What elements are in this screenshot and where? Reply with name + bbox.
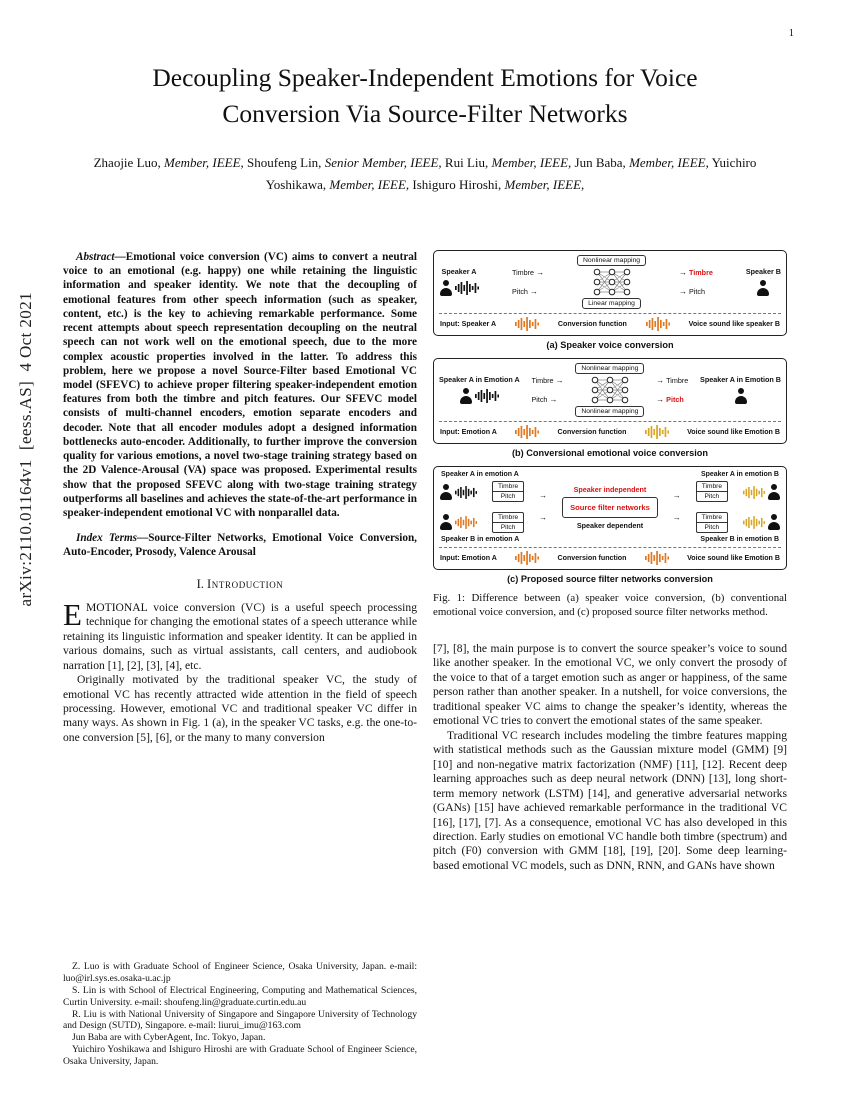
intro-paragraph-1	[63, 596, 417, 673]
pitch-label: Pitch	[689, 287, 706, 296]
neural-network-icon	[590, 376, 630, 404]
drop-cap: E	[63, 596, 82, 632]
person-icon	[768, 514, 781, 530]
waveform-icon	[455, 486, 477, 499]
panel-b-right-label: Speaker A in Emotion B	[700, 375, 781, 384]
author-name: Yuichiro Yoshikawa,	[265, 155, 757, 192]
footnote: Jun Baba are with CyberAgent, Inc. Tokyo, Japan.	[72, 1032, 266, 1044]
person-icon	[459, 388, 472, 404]
arrow-right-icon: →	[549, 394, 558, 404]
panel-a-right-label: Speaker B	[745, 267, 781, 276]
speaker-independent-label: Speaker independent	[573, 484, 647, 494]
nonlinear-mapping-box: Nonlinear mapping	[575, 363, 644, 374]
author-affiliation: Member, IEEE,	[164, 155, 244, 171]
section-number: I.	[196, 576, 204, 591]
arrow-right-icon: →	[656, 394, 665, 404]
footnote: S. Lin is with School of Electrical Engineering, Computing and Mathematical Sciences, Curtin University. e-mail: shoufeng.lin@graduate.curtin.edu.au	[63, 984, 417, 1008]
panel-a-left-label: Speaker A	[441, 267, 477, 276]
panel-c-top-right-label: Speaker A in emotion B	[700, 471, 779, 478]
index-terms-label: Index Terms	[76, 532, 137, 545]
timbre-label: Timbre	[511, 268, 535, 277]
arrow-right-icon: →	[539, 513, 548, 522]
person-icon	[439, 514, 452, 530]
panel-c-bottom-right-label: Speaker B in emotion B	[700, 536, 779, 543]
pitch-label: Pitch	[704, 493, 720, 500]
timbre-pitch-box	[696, 481, 728, 502]
right-paragraph-2: Traditional VC research includes modeling the timbre features mapping with statistical methods such as the Gaussian mixture model (GMM) [9] [10] and non-negative matrix factorization (NMF) [11], [12]. Recent deep learning approaches such as deep neural network (DNN) [13], long short-term memory network (LSTM) [14], and generative adversarial networks (GANs) [15] have achieved remarkable performance in the traditional VC [16], [17], [7]. As a consequence, emotional VC has also developed in this direction. Early studies on emotional VC handle both timbre (spectrum) and pitch (F0) conversion with GMM [18], [19], [20]. Some deep learning-based emotional VC models, such as DNN, RNN, and GANs have shown	[433, 728, 787, 872]
page-title	[0, 60, 850, 132]
linear-mapping-box: Linear mapping	[582, 298, 641, 309]
figure1-caption: Fig. 1: Difference between (a) speaker voice conversion, (b) conventional emotional voice conversion, and (c) proposed source filter networks method.	[433, 592, 787, 618]
author-name: Zhaojie Luo,	[93, 155, 165, 171]
waveform-icon	[475, 389, 499, 403]
pitch-label: Pitch	[531, 395, 548, 404]
timbre-label: Timbre	[493, 513, 523, 523]
panel-b-input-label: Input: Emotion A	[440, 428, 497, 436]
left-column	[63, 250, 417, 1068]
arrow-right-icon: →	[539, 491, 548, 500]
waveform-icon	[645, 425, 669, 439]
arrow-right-icon: →	[529, 286, 538, 296]
author-affiliation: Member, IEEE,	[504, 176, 585, 192]
author-affiliation: Member, IEEE,	[629, 155, 709, 171]
author-name: Shoufeng Lin,	[243, 155, 325, 171]
panel-b-output-label: Voice sound like Emotion B	[687, 428, 780, 436]
title-line-2: Conversion Via Source-Filter Networks	[222, 99, 628, 129]
timbre-pitch-box	[492, 512, 524, 533]
arrow-right-icon: →	[679, 267, 688, 277]
waveform-icon	[455, 516, 477, 529]
arrow-right-icon: →	[536, 267, 545, 277]
arrow-right-icon: →	[555, 375, 564, 385]
right-paragraph-1: [7], [8], the main purpose is to convert the source speaker’s voice to sound like another speaker. In the emotional VC, we only convert the prosody of the voice to that of a target emotion such as anger or happiness, of the same person rather than another speaker. In a nutshell, for voice conversions, the traditional speaker VC aims to change the speaker’s identity, whereas the emotional VC tries to convert the emotional states of the same speaker.	[433, 641, 787, 728]
nonlinear-mapping-box: Nonlinear mapping	[577, 255, 646, 266]
panel-c-conversion-label: Conversion function	[557, 554, 627, 562]
waveform-icon	[646, 317, 670, 331]
author-name: Jun Baba,	[571, 155, 630, 171]
arrow-right-icon: →	[672, 513, 681, 522]
figure1-panel-b	[433, 358, 787, 444]
intro-paragraph-2: Originally motivated by the traditional speaker VC, the study of emotional VC has recently attracted wide attention in the field of speech processing. However, emotional VC and traditional speaker VC differ in many ways. As shown in Fig. 1 (a), in the speaker VC tasks, e.g. the one-to-one conversion [5], [6], or the many to many conversion	[63, 673, 417, 744]
arrow-right-icon: →	[679, 286, 688, 296]
header	[0, 0, 850, 195]
right-column	[433, 250, 787, 1068]
panel-a-caption: (a) Speaker voice conversion	[546, 340, 674, 350]
person-icon	[734, 388, 747, 404]
waveform-icon	[743, 516, 765, 529]
person-icon	[757, 280, 770, 296]
source-filter-networks-box: Source filter networks	[562, 497, 658, 518]
panel-b-left-label: Speaker A in Emotion A	[439, 375, 520, 384]
panel-c-top-left-label: Speaker A in emotion A	[441, 471, 519, 478]
neural-network-icon	[592, 268, 632, 296]
panel-b-conversion-label: Conversion function	[557, 428, 627, 436]
author-name: Rui Liu,	[441, 155, 492, 171]
author-list	[85, 152, 765, 195]
timbre-pitch-box	[492, 481, 524, 502]
timbre-label: Timbre	[531, 376, 554, 385]
index-terms-text: —Source-Filter Networks, Emotional Voice Conversion, Auto-Encoder, Prosody, Valence Arousal	[63, 532, 417, 559]
waveform-icon	[645, 551, 669, 565]
page-number: 1	[788, 28, 794, 39]
panel-c-output-label: Voice sound like Emotion B	[687, 554, 780, 562]
abstract-text: —Emotional voice conversion (VC) aims to convert a neutral voice to an emotional (e.g. happy) one while retaining the linguistic information and speaker identity. We note that the decoupling of emotional features from other speech information (such as speaker, content, etc.) is the key to achieving remarkable performance. Some recent attempts about speech representation decoupling on the neutral speech can not work well on the emotional speech, due to the more complex acoustic properties involved in the latter. To address this problem, here we propose a novel Source-Filter based Emotional VC model (SFEVC) to achieve proper filtering speaker-independent emotion features from both the timbre and pitch features. Our SFEVC model consists of multi-channel encoders, emotion separate encoders and decoder. Note that all encoder modules adopt a designed information bottlenecks auto-encoder. Additionally, to further improve the conversion quality for various emotions, a novel two-stage training strategy based on the 2D Valence-Arousal (VA) space was proposed. Experimental results show that the proposed SFEVC along with two-stage training strategy outperforms all baselines and achieves the state-of-the-art performance in speaker-independent emotional VC with nonparallel data.	[63, 251, 417, 519]
panel-c-caption: (c) Proposed source filter networks conversion	[507, 574, 713, 584]
panel-c-bottom-left-label: Speaker B in emotion A	[441, 536, 520, 543]
author-affiliation: Senior Member, IEEE,	[324, 155, 442, 171]
waveform-icon	[743, 486, 765, 499]
arrow-right-icon: →	[656, 375, 665, 385]
timbre-label: Timbre	[493, 482, 523, 492]
title-line-1: Decoupling Speaker-Independent Emotions for Voice	[152, 63, 698, 92]
speaker-dependent-label: Speaker dependent	[576, 520, 644, 530]
panel-a-output-label: Voice sound like speaker B	[688, 320, 780, 328]
person-icon	[768, 484, 781, 500]
figure1-panel-a	[433, 250, 787, 336]
arrow-right-icon: →	[672, 491, 681, 500]
panel-b-caption: (b) Conversional emotional voice conversion	[511, 448, 709, 458]
intro-paragraph-1-text: MOTIONAL voice conversion (VC) is a useful speech processing technique for changing the emotional states of a speech utterance while retaining its linguistic information and speaker identity. It can be applied in various domains, such as virtual assistants, call centers, and audiobook narration [1], [2], [3], [4], etc.	[63, 600, 417, 672]
pitch-label: Pitch	[500, 524, 516, 531]
waveform-icon	[515, 551, 539, 565]
panel-c-input-label: Input: Emotion A	[440, 554, 497, 562]
person-icon	[439, 280, 452, 296]
arxiv-stamp: arXiv:2110.01164v1 [eess.AS] 4 Oct 2021	[16, 292, 35, 607]
timbre-label: Timbre	[697, 513, 727, 523]
footnote: Z. Luo is with Graduate School of Engineer Science, Osaka University, Japan. e-mail: luo@irl.sys.es.osaka-u.ac.jp	[63, 960, 417, 984]
figure1-panel-c	[433, 466, 787, 570]
panel-a-conversion-label: Conversion function	[557, 320, 627, 328]
timbre-pitch-box	[696, 512, 728, 533]
timbre-label-highlight: Timbre	[689, 268, 713, 277]
author-name: Ishiguro Hiroshi,	[409, 176, 505, 192]
footnote: Yuichiro Yoshikawa and Ishiguro Hiroshi are with Graduate School of Engineer Science, Osaka University, Japan.	[63, 1044, 417, 1068]
section-heading-introduction	[63, 577, 417, 592]
timbre-label: Timbre	[666, 376, 689, 385]
waveform-icon	[455, 281, 479, 295]
footnote: R. Liu is with National University of Singapore and Singapore University of Technology and Design (SUTD), Singapore. e-mail: liurui_imu@163.com	[63, 1008, 417, 1032]
pitch-label-highlight: Pitch	[666, 395, 684, 404]
author-affiliation: Member, IEEE,	[491, 155, 572, 171]
waveform-icon	[515, 425, 539, 439]
pitch-label: Pitch	[511, 287, 528, 296]
waveform-icon	[515, 317, 539, 331]
pitch-label: Pitch	[704, 524, 720, 531]
pitch-label: Pitch	[500, 493, 516, 500]
panel-a-input-label: Input: Speaker A	[440, 320, 497, 328]
two-column-body	[63, 250, 787, 1068]
person-icon	[439, 484, 452, 500]
author-affiliation: Member, IEEE,	[329, 176, 410, 192]
abstract-label: Abstract	[76, 251, 115, 263]
abstract	[63, 250, 417, 520]
index-terms	[63, 531, 417, 559]
section-title: Introduction	[207, 576, 284, 591]
timbre-label: Timbre	[697, 482, 727, 492]
nonlinear-mapping-box: Nonlinear mapping	[575, 406, 644, 417]
author-footnotes	[63, 955, 417, 1068]
figure-1	[433, 250, 787, 620]
